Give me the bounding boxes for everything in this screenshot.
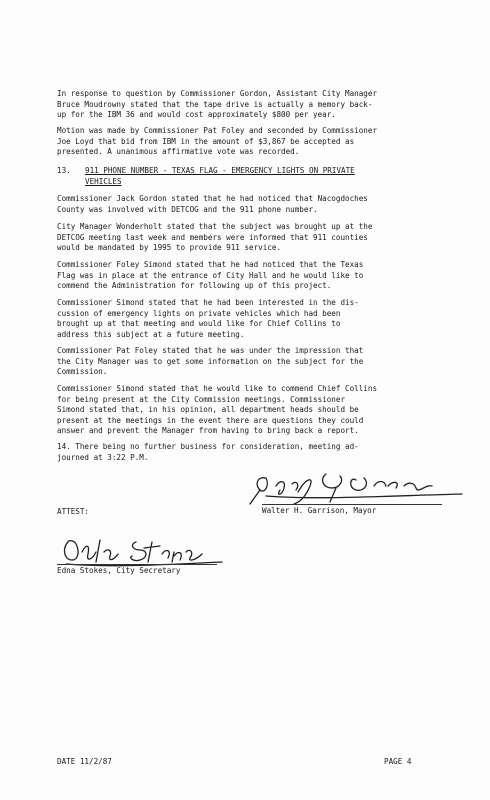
attest-label: ATTEST: [57, 507, 90, 516]
paragraph-commend-collins: Commissioner Simond stated that he would like to commend Chief Collins for being present at the City Commission meetings. Commissioner Simond stated that, in his opinion, all department heads should be present at the meetings in the event there are questions they could answer and prevent the Manager from having to bring back a report. [57, 384, 378, 435]
footer-date: DATE 11/2/87 [57, 757, 112, 766]
mayor-signature [236, 466, 466, 508]
paragraph-texas-flag: Commissioner Foley Simond stated that he had noticed that the Texas Flag was in place at the entrance of City Hall and he would like to commend the Administration for following up of this project. [57, 260, 364, 290]
paragraph-motion-bid: Motion was made by Commissioner Pat Foley and seconded by Commissioner Joe Loyd that bid from IBM in the amount of $3,867 be accepted as presented. A unanimous affirmative vote was recorded. [57, 126, 378, 156]
paragraph-manager-detcog: City Manager Wonderholt stated that the subject was brought up at the DETCOG meeting last week and members were informed that 911 counties would be mandated by 1995 to provide 911 service. [57, 222, 373, 252]
secretary-name: Edna Stokes, City Secretary [57, 564, 217, 576]
agenda-item-number: 13. [57, 166, 71, 175]
paragraph-adjournment: 14. There being no further business for consideration, meeting ad- journed at 3:22 P.M. [57, 442, 359, 462]
agenda-item-title: 911 PHONE NUMBER - TEXAS FLAG - EMERGENCY LIGHTS ON PRIVATE VEHICLES [85, 166, 355, 186]
paragraph-tape-drive: In response to question by Commissioner Gordon, Assistant City Manager Bruce Moudrowny stated that the tape drive is actually a memory back- up for the IBM 36 and would cost approximately $800 per year. [57, 89, 378, 119]
paragraph-foley-impression: Commissioner Pat Foley stated that he was under the impression that the City Manager was to get some information on the subject for the Commission. [57, 346, 364, 376]
paragraph-gordon-911: Commissioner Jack Gordon stated that he had noticed that Nacogdoches County was involved with DETCOG and the 911 phone number. [57, 194, 368, 214]
mayor-name: Walter H. Garrison, Mayor [262, 504, 442, 516]
paragraph-emergency-lights: Commissioner Simond stated that he had been interested in the dis- cussion of emergency lights on private vehicles which had been brought up at that meeting and would like for Chief Collins to address this subject at a future meeting. [57, 298, 359, 339]
footer-page-number: PAGE 4 [384, 757, 412, 766]
